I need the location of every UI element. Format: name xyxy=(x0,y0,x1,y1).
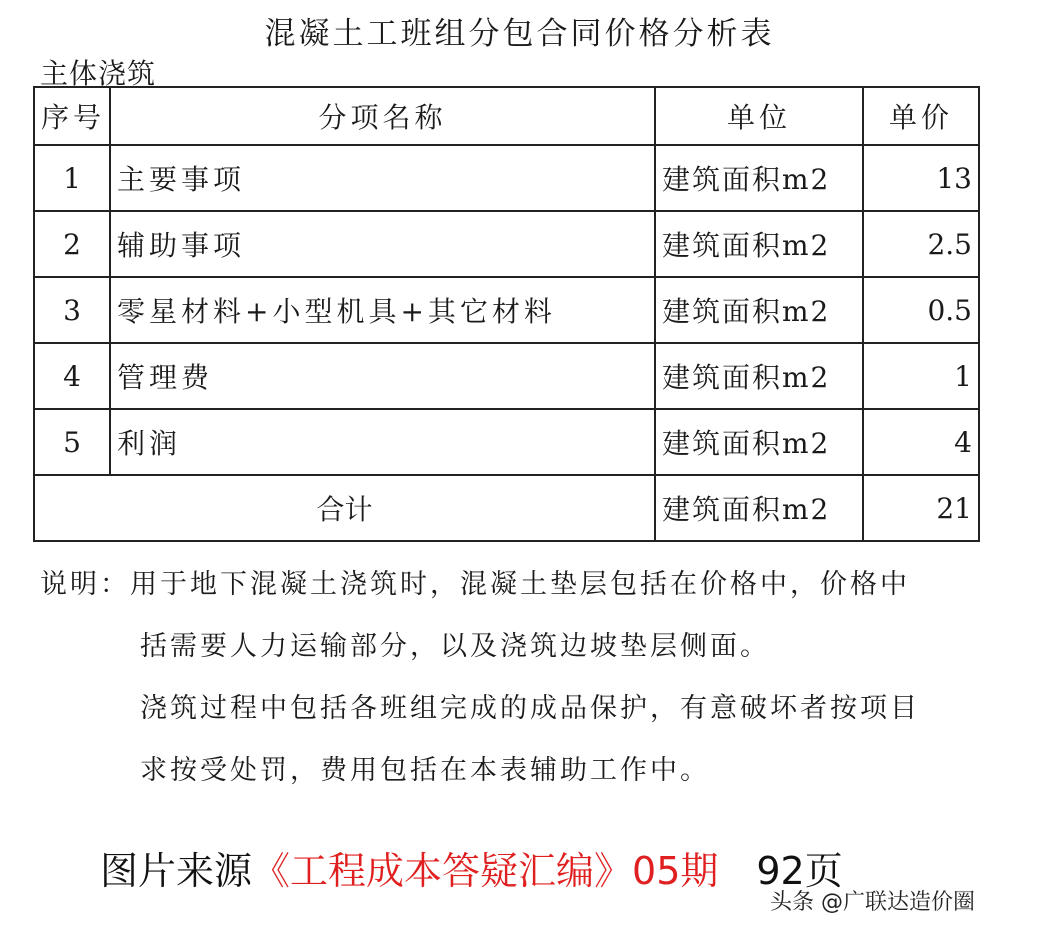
header-seq: 序号 xyxy=(34,87,110,145)
row-seq: 1 xyxy=(34,145,110,211)
page-title: 混凝土工班组分包合同价格分析表 xyxy=(264,16,775,52)
row-unit: 建筑面积m2 xyxy=(655,211,863,277)
row-seq: 3 xyxy=(34,277,110,343)
row-unit: 建筑面积m2 xyxy=(655,277,863,343)
row-price: 0.5 xyxy=(863,277,979,343)
table-row xyxy=(34,145,979,211)
row-price: 1 xyxy=(863,343,979,409)
table-row xyxy=(34,211,979,277)
notes-section xyxy=(40,562,978,810)
note-line: 括需要人力运输部分，以及浇筑边坡垫层侧面。 xyxy=(140,631,770,662)
header-price: 单价 xyxy=(863,87,979,145)
row-unit: 建筑面积m2 xyxy=(655,409,863,475)
header-unit: 单位 xyxy=(655,87,863,145)
source-book-title: 《工程成本答疑汇编》05期 xyxy=(252,849,719,893)
row-seq: 2 xyxy=(34,211,110,277)
table-row xyxy=(34,343,979,409)
row-name: 利润 xyxy=(110,409,655,475)
source-prefix: 图片来源 xyxy=(100,849,253,893)
header-name: 分项名称 xyxy=(110,87,655,145)
source-page: 92页 xyxy=(756,849,843,893)
row-price: 2.5 xyxy=(863,211,979,277)
row-name: 零星材料+小型机具+其它材料 xyxy=(110,277,655,343)
row-name: 主要事项 xyxy=(110,145,655,211)
note-line: 浇筑过程中包括各班组完成的成品保护，有意破坏者按项目 xyxy=(140,693,920,724)
row-price: 13 xyxy=(863,145,979,211)
total-price: 21 xyxy=(863,475,979,541)
row-unit: 建筑面积m2 xyxy=(655,145,863,211)
note-line: 说明：用于地下混凝土浇筑时，混凝土垫层包括在价格中，价格中 xyxy=(40,569,910,600)
row-seq: 4 xyxy=(34,343,110,409)
note-line: 求按受处罚，费用包括在本表辅助工作中。 xyxy=(140,755,710,786)
table-header-row xyxy=(34,87,979,145)
row-price: 4 xyxy=(863,409,979,475)
image-source-caption xyxy=(100,840,843,895)
table-total-row xyxy=(34,475,979,541)
watermark: 头条 @广联达造价圈 xyxy=(770,890,975,915)
row-name: 辅助事项 xyxy=(110,211,655,277)
price-analysis-table xyxy=(33,86,980,542)
row-unit: 建筑面积m2 xyxy=(655,343,863,409)
total-unit: 建筑面积m2 xyxy=(655,475,863,541)
row-seq: 5 xyxy=(34,409,110,475)
table-row xyxy=(34,277,979,343)
section-subtitle: 主体浇筑 xyxy=(40,57,157,90)
table-row xyxy=(34,409,979,475)
total-label: 合计 xyxy=(34,475,655,541)
row-name: 管理费 xyxy=(110,343,655,409)
